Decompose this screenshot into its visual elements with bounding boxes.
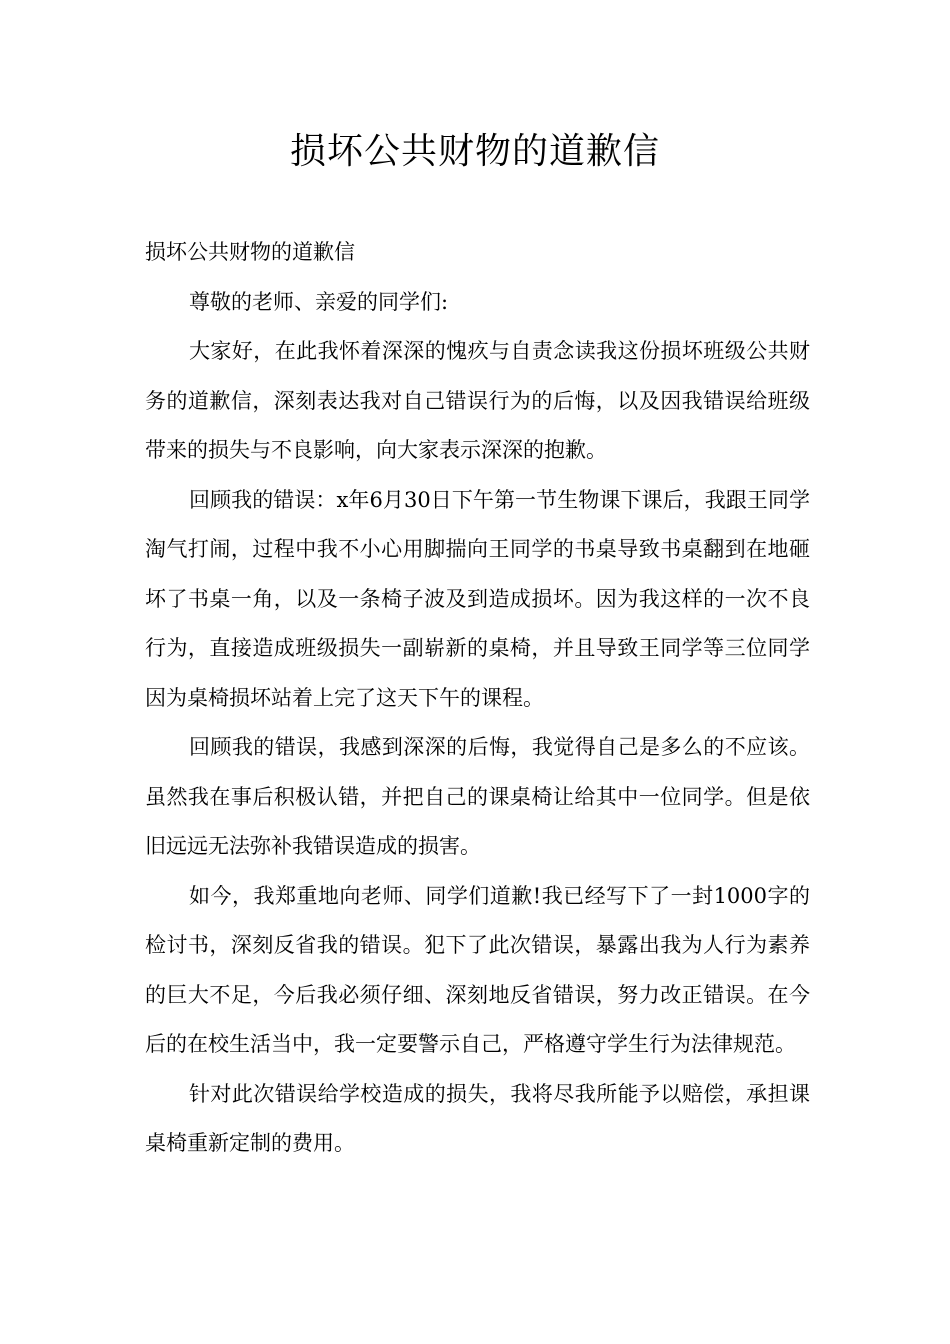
paragraph-greeting: 大家好，在此我怀着深深的愧疚与自责念读我这份损坏班级公共财务的道歉信，深刻表达我对自己错误行为的后悔，以及因我错误给班级带来的损失与不良影响，向大家表示深深的抱歉。 [145, 339, 810, 462]
document-title: 损坏公共财物的道歉信 [289, 131, 660, 172]
salutation: 尊敬的老师、亲爱的同学们: [189, 289, 449, 314]
document-body [145, 228, 810, 1169]
document-subtitle: 损坏公共财物的道歉信 [145, 240, 355, 264]
paragraph-compensation: 针对此次错误给学校造成的损失，我将尽我所能予以赔偿，承担课桌椅重新定制的费用。 [145, 1081, 810, 1155]
paragraph-incident: 回顾我的错误：x年6月30日下午第一节生物课下课后，我跟王同学淘气打闹，过程中我不小心用脚揣向王同学的书桌导致书桌翻到在地砸坏了书桌一角，以及一条椅子波及到造成损坏。因为我这样的一次不良行为，直接造成班级损失一副崭新的桌椅，并且导致王同学等三位同学因为桌椅损坏站着上完了这天下午的课程。 [145, 487, 810, 710]
paragraph-apology: 如今，我郑重地向老师、同学们道歉!我已经写下了一封1000字的检讨书，深刻反省我的错误。犯下了此次错误，暴露出我为人行为素养的巨大不足，今后我必须仔细、深刻地反省错误，努力改正错误。在今后的在校生活当中，我一定要警示自己，严格遵守学生行为法律规范。 [145, 883, 810, 1056]
paragraph-regret: 回顾我的错误，我感到深深的后悔，我觉得自己是多么的不应该。虽然我在事后积极认错，并把自己的课桌椅让给其中一位同学。但是依旧远远无法弥补我错误造成的损害。 [145, 735, 810, 858]
